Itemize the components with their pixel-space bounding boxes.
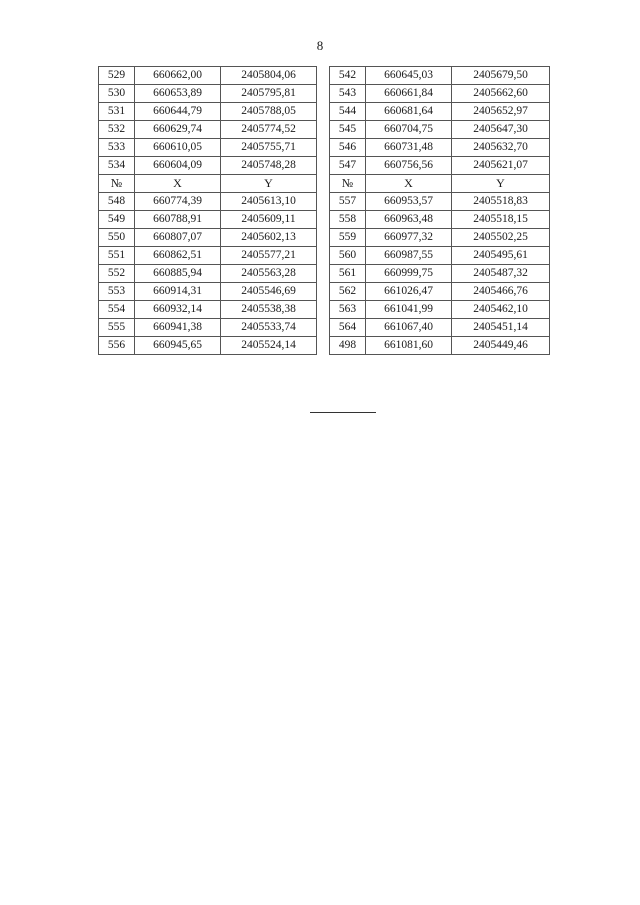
cell-right-num: 564	[330, 319, 366, 337]
cell-right-num: 545	[330, 121, 366, 139]
cell-left-x: 660644,79	[135, 103, 221, 121]
column-gap	[317, 67, 330, 85]
cell-right-num: 562	[330, 283, 366, 301]
cell-right-y: 2405679,50	[452, 67, 550, 85]
cell-right-x: 660987,55	[366, 247, 452, 265]
cell-right-y: 2405518,15	[452, 211, 550, 229]
column-gap	[317, 337, 330, 355]
table-header-row	[99, 175, 550, 193]
cell-right-x: 661026,47	[366, 283, 452, 301]
cell-left-x: 660914,31	[135, 283, 221, 301]
cell-left-y: 2405804,06	[221, 67, 317, 85]
cell-left-num: 549	[99, 211, 135, 229]
header-right-x: X	[366, 175, 452, 193]
cell-right-y: 2405662,60	[452, 85, 550, 103]
cell-left-num: 533	[99, 139, 135, 157]
cell-left-num: 529	[99, 67, 135, 85]
cell-left-x: 660885,94	[135, 265, 221, 283]
cell-right-num: 563	[330, 301, 366, 319]
cell-right-x: 660999,75	[366, 265, 452, 283]
cell-left-y: 2405577,21	[221, 247, 317, 265]
cell-right-y: 2405518,83	[452, 193, 550, 211]
column-gap	[317, 229, 330, 247]
cell-left-num: 532	[99, 121, 135, 139]
header-left-y: Y	[221, 175, 317, 193]
page-number: 8	[316, 38, 324, 53]
table-row	[99, 85, 550, 103]
cell-right-num: 498	[330, 337, 366, 355]
cell-left-y: 2405755,71	[221, 139, 317, 157]
cell-left-y: 2405524,14	[221, 337, 317, 355]
cell-right-x: 661081,60	[366, 337, 452, 355]
column-gap	[317, 211, 330, 229]
cell-right-x: 660661,84	[366, 85, 452, 103]
cell-right-y: 2405451,14	[452, 319, 550, 337]
cell-left-x: 660662,00	[135, 67, 221, 85]
cell-right-x: 660681,64	[366, 103, 452, 121]
cell-right-num: 561	[330, 265, 366, 283]
cell-left-y: 2405546,69	[221, 283, 317, 301]
column-gap	[317, 175, 330, 193]
cell-right-x: 660645,03	[366, 67, 452, 85]
coordinates-table-body	[99, 67, 550, 355]
cell-left-x: 660932,14	[135, 301, 221, 319]
cell-left-num: 556	[99, 337, 135, 355]
cell-left-y: 2405748,28	[221, 157, 317, 175]
cell-left-y: 2405613,10	[221, 193, 317, 211]
cell-left-x: 660941,38	[135, 319, 221, 337]
table-row	[99, 193, 550, 211]
cell-left-y: 2405538,38	[221, 301, 317, 319]
cell-left-y: 2405609,11	[221, 211, 317, 229]
cell-right-x: 660953,57	[366, 193, 452, 211]
table-row	[99, 229, 550, 247]
cell-left-x: 660604,09	[135, 157, 221, 175]
cell-left-x: 660653,89	[135, 85, 221, 103]
cell-right-num: 546	[330, 139, 366, 157]
cell-right-num: 558	[330, 211, 366, 229]
column-gap	[317, 319, 330, 337]
cell-left-x: 660788,91	[135, 211, 221, 229]
cell-left-num: 550	[99, 229, 135, 247]
column-gap	[317, 301, 330, 319]
cell-right-y: 2405502,25	[452, 229, 550, 247]
cell-right-y: 2405652,97	[452, 103, 550, 121]
cell-left-y: 2405774,52	[221, 121, 317, 139]
cell-right-num: 543	[330, 85, 366, 103]
column-gap	[317, 247, 330, 265]
cell-left-x: 660610,05	[135, 139, 221, 157]
cell-right-num: 547	[330, 157, 366, 175]
column-gap	[317, 121, 330, 139]
column-gap	[317, 193, 330, 211]
cell-right-num: 542	[330, 67, 366, 85]
table-row	[99, 247, 550, 265]
header-right-num: №	[330, 175, 366, 193]
header-right-y: Y	[452, 175, 550, 193]
column-gap	[317, 283, 330, 301]
table-row	[99, 301, 550, 319]
cell-left-x: 660774,39	[135, 193, 221, 211]
cell-right-x: 660704,75	[366, 121, 452, 139]
cell-left-num: 548	[99, 193, 135, 211]
cell-left-y: 2405788,05	[221, 103, 317, 121]
cell-left-x: 660862,51	[135, 247, 221, 265]
cell-right-num: 557	[330, 193, 366, 211]
cell-right-y: 2405449,46	[452, 337, 550, 355]
cell-left-num: 555	[99, 319, 135, 337]
cell-right-x: 660731,48	[366, 139, 452, 157]
column-gap	[317, 85, 330, 103]
cell-left-num: 534	[99, 157, 135, 175]
cell-left-y: 2405795,81	[221, 85, 317, 103]
cell-right-x: 661067,40	[366, 319, 452, 337]
cell-left-y: 2405533,74	[221, 319, 317, 337]
cell-right-x: 661041,99	[366, 301, 452, 319]
cell-right-y: 2405621,07	[452, 157, 550, 175]
header-left-x: X	[135, 175, 221, 193]
column-gap	[317, 139, 330, 157]
cell-left-num: 551	[99, 247, 135, 265]
table-row	[99, 211, 550, 229]
coordinates-table	[98, 66, 550, 355]
cell-left-num: 553	[99, 283, 135, 301]
column-gap	[317, 103, 330, 121]
table-row	[99, 157, 550, 175]
cell-right-num: 544	[330, 103, 366, 121]
cell-left-x: 660807,07	[135, 229, 221, 247]
table-row	[99, 121, 550, 139]
cell-right-num: 560	[330, 247, 366, 265]
table-row	[99, 319, 550, 337]
cell-left-x: 660629,74	[135, 121, 221, 139]
cell-left-y: 2405602,13	[221, 229, 317, 247]
cell-right-x: 660756,56	[366, 157, 452, 175]
cell-right-y: 2405632,70	[452, 139, 550, 157]
cell-right-y: 2405487,32	[452, 265, 550, 283]
cell-left-num: 530	[99, 85, 135, 103]
table-row	[99, 103, 550, 121]
table-row	[99, 337, 550, 355]
cell-left-y: 2405563,28	[221, 265, 317, 283]
header-left-num: №	[99, 175, 135, 193]
cell-left-num: 554	[99, 301, 135, 319]
cell-right-y: 2405466,76	[452, 283, 550, 301]
cell-right-x: 660977,32	[366, 229, 452, 247]
table-row	[99, 67, 550, 85]
column-gap	[317, 265, 330, 283]
cell-right-y: 2405462,10	[452, 301, 550, 319]
table-row	[99, 283, 550, 301]
cell-right-x: 660963,48	[366, 211, 452, 229]
cell-left-num: 552	[99, 265, 135, 283]
cell-left-num: 531	[99, 103, 135, 121]
cell-left-x: 660945,65	[135, 337, 221, 355]
table-row	[99, 265, 550, 283]
column-gap	[317, 157, 330, 175]
cell-right-num: 559	[330, 229, 366, 247]
cell-right-y: 2405647,30	[452, 121, 550, 139]
cell-right-y: 2405495,61	[452, 247, 550, 265]
table-row	[99, 139, 550, 157]
end-of-document-line	[310, 412, 376, 413]
